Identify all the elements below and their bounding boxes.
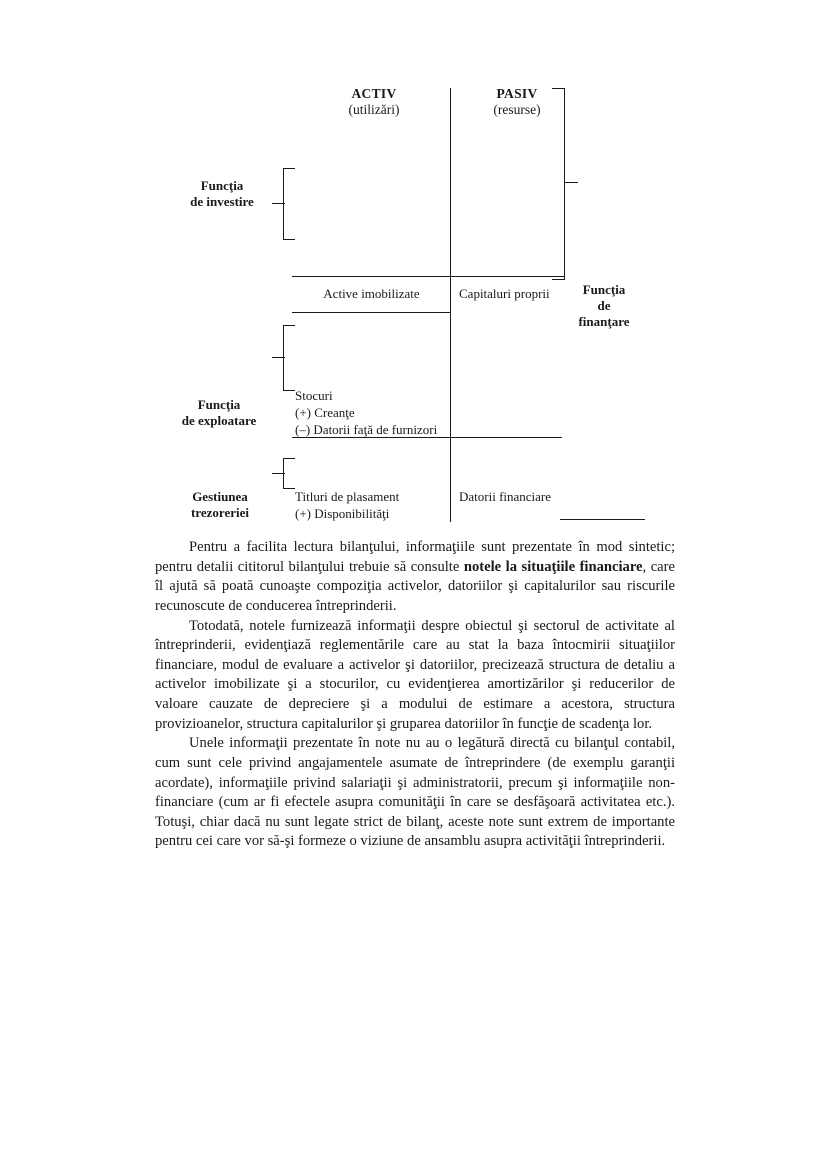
label-functia-de-exploatare (165, 397, 273, 429)
paragraph-1 (155, 538, 675, 617)
bracket-functia-de-investire (283, 168, 295, 240)
item-disponibilitati: (+) Disponibilităţi (295, 505, 390, 521)
bracket-functia-de-exploatare (283, 325, 295, 391)
activ-pasiv-divider (450, 88, 451, 522)
bracket-functia-de-finantare (552, 88, 565, 280)
label-investire-line2: de investire (190, 193, 254, 209)
tick-gestiunea-trezoreriei (272, 473, 285, 474)
label-exploatare-line2: de exploatare (181, 412, 257, 428)
rule-active-imobilizate-bottom (292, 312, 451, 313)
paragraph-1-part-a: Pentru a facilita lectura bilanţului, informaţiile sunt prezentate în mod sintetic; pentru detalii cititorul bilanţului trebuie să consulte (155, 539, 675, 575)
pasiv-title: PASIV (496, 86, 538, 101)
label-finantare-line3: finanţare (578, 313, 630, 329)
paragraph-2: Totodată, notele furnizează informaţii despre obiectul şi sectorul de activitate al întreprinderii, evidenţiază reglementările care au stat la baza întocmirii situaţiilor financiare, modul de evaluare a activelor şi datoriilor, precizează structura de detaliu a activelor imobilizate şi a stocurilor, cu evidenţierea amortizărilor şi reducerilor de valoare cauzate de depreciere şi a modului de estimare a acestora, structura provizioanelor, structura capitalurilor şi gruparea datoriilor în funcţie de scadenţa lor. (155, 617, 675, 732)
cell-capitaluri-proprii: Capitaluri proprii (459, 286, 550, 301)
pasiv-subtitle: (resurse) (493, 101, 541, 117)
activ-subtitle: (utilizări) (348, 101, 400, 117)
cell-active-imobilizate: Active imobilizate (323, 286, 420, 301)
tick-functia-de-finantare (565, 182, 578, 183)
item-creante: (+) Creanţe (295, 404, 355, 420)
paragraph-1-part-b: , care îl ajută să poată cunoaşte compoziţia activelor, datoriilor şi capitalurilor sau riscurile recunoscute de conducerea întreprinderii. (155, 558, 675, 614)
paragraph-1-emphasis: notele la situaţiile financiare (463, 558, 643, 575)
activ-title: ACTIV (351, 86, 397, 101)
tick-functia-de-investire (272, 203, 285, 204)
cell-exploatare-items (295, 388, 455, 439)
body-text (155, 538, 675, 852)
label-trezorerie-line1: Gestiunea (192, 489, 248, 504)
rule-active-imobilizate-top (292, 276, 451, 277)
rule-exploatare-bottom (292, 437, 562, 438)
label-exploatare-line1: Funcţia (197, 397, 241, 412)
label-functia-de-investire (172, 178, 272, 210)
label-investire-line1: Funcţia (200, 178, 244, 193)
label-trezorerie-line2: trezoreriei (191, 504, 249, 520)
rule-capitaluri-proprii-top (450, 276, 564, 277)
label-gestiunea-trezoreriei (168, 489, 272, 521)
item-titluri-de-plasament: Titluri de plasament (295, 489, 400, 504)
item-datorii-furnizori: (–) Datorii faţă de furnizori (295, 421, 438, 437)
functional-balance-sheet-diagram (0, 0, 828, 535)
rule-bottom-right (560, 519, 645, 520)
label-finantare-line1: Funcţia (582, 282, 626, 297)
cell-datorii-financiare: Datorii financiare (459, 489, 552, 504)
paragraph-3: Unele informaţii prezentate în note nu au o legătură directă cu bilanţul contabil, cum sunt cele privind angajamentele asumate de întreprindere (de exemplu garanţii acordate), informaţiile privind salariaţii şi administratorii, precum şi informaţiile non-financiare (cum ar fi efectele asupra comunităţii în care se desfăşoară activitatea etc.). Totuşi, chiar dacă nu sunt legate strict de bilanţ, aceste note sunt extrem de importante pentru cei care vor să-şi formeze o viziune de ansamblu asupra activităţii întreprinderii. (155, 735, 675, 850)
cell-trezorerie-items (295, 489, 455, 523)
item-stocuri: Stocuri (295, 388, 333, 403)
label-finantare-line2: de (597, 297, 611, 313)
tick-functia-de-exploatare (272, 357, 285, 358)
column-header-activ (318, 86, 430, 118)
